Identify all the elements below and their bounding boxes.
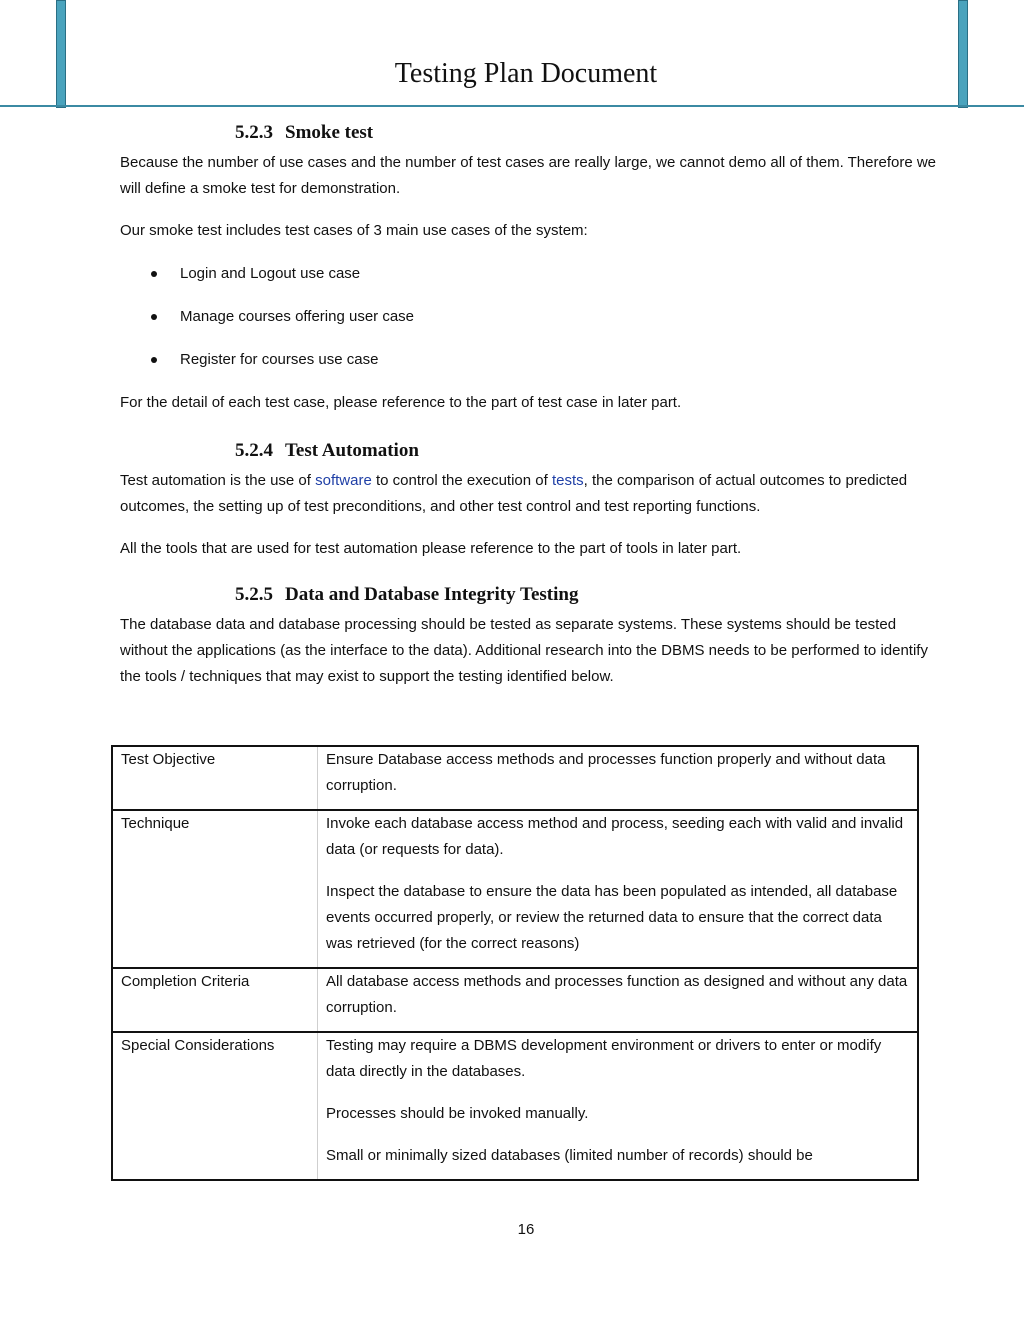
list-item — [120, 347, 936, 390]
cell-paragraph: Processes should be invoked manually. — [326, 1105, 589, 1122]
text-run: , the comparison of actual outcomes to predicted outcomes, the setting up of test preconditions, and other test control and test reporting functions. — [120, 472, 908, 515]
list-item-text: Login and Logout use case — [180, 265, 361, 282]
section-number: 5.2.5 — [235, 584, 273, 605]
table-cell-value — [318, 810, 919, 968]
paragraph: All the tools that are used for test automation please reference to the part of tools in later part. — [120, 540, 742, 557]
table-row — [112, 746, 918, 810]
list-item — [120, 304, 936, 347]
list-item-text: Register for courses use case — [180, 351, 379, 368]
cell-paragraph: Inspect the database to ensure the data has been populated as intended, all database events occurred properly, or review the returned data to ensure that the correct data was retrieved (for the correct reasons) — [326, 883, 898, 952]
page-content — [120, 118, 936, 690]
document-title: Testing Plan Document — [394, 58, 658, 89]
test-spec-table — [111, 745, 919, 1181]
table-cell-label: Completion Criteria — [112, 968, 318, 1032]
text-run: Test automation is the use of — [120, 472, 316, 489]
table-row — [112, 968, 918, 1032]
section-heading-smoke-test — [120, 118, 936, 148]
table-cell-label: Special Considerations — [112, 1032, 318, 1180]
table-cell-value — [318, 1032, 919, 1180]
list-item — [120, 261, 936, 304]
section-title: Smoke test — [285, 122, 374, 143]
section-heading-database-integrity — [120, 580, 936, 610]
table-cell-label: Test Objective — [112, 746, 318, 810]
paragraph: The database data and database processing should be tested as separate systems. These systems should be tested without the applications (as the interface to the data). Additional research into the DBMS needs to be performed to identify the tools / techniques that may exist to support the testing identified below. — [120, 616, 928, 685]
table-cell-label: Technique — [112, 810, 318, 968]
page-number: 16 — [517, 1221, 535, 1238]
bullet-icon — [151, 357, 157, 363]
table-cell-value — [318, 746, 919, 810]
bullet-list — [120, 261, 936, 390]
paragraph — [120, 468, 936, 520]
section-number: 5.2.3 — [235, 122, 273, 143]
paragraph: Because the number of use cases and the number of test cases are really large, we cannot demo all of them. Therefore we will define a smoke test for demonstration. — [120, 154, 937, 197]
header-right-bar — [958, 0, 968, 108]
section-title: Data and Database Integrity Testing — [285, 584, 579, 605]
list-item-text: Manage courses offering user case — [180, 308, 415, 325]
cell-paragraph: Testing may require a DBMS development environment or drivers to enter or modify data directly in the databases. — [326, 1037, 882, 1080]
paragraph: For the detail of each test case, please reference to the part of test case in later part. — [120, 394, 682, 411]
header-rule — [0, 105, 1024, 107]
paragraph: Our smoke test includes test cases of 3 main use cases of the system: — [120, 222, 588, 239]
tests-link[interactable]: tests — [551, 472, 584, 489]
text-run: to control the execution of — [371, 472, 552, 489]
cell-paragraph: Invoke each database access method and process, seeding each with valid and invalid data (or requests for data). — [326, 815, 904, 858]
section-number: 5.2.4 — [235, 440, 273, 461]
cell-paragraph: Small or minimally sized databases (limited number of records) should be — [326, 1147, 813, 1164]
bullet-icon — [151, 314, 157, 320]
section-title: Test Automation — [285, 440, 419, 461]
table-cell-value — [318, 968, 919, 1032]
section-heading-test-automation — [120, 436, 936, 466]
header-left-bar — [56, 0, 66, 108]
cell-paragraph: All database access methods and processes function as designed and without any data corruption. — [326, 973, 908, 1016]
bullet-icon — [151, 271, 157, 277]
table-row — [112, 810, 918, 968]
cell-paragraph: Ensure Database access methods and processes function properly and without data corruption. — [326, 751, 886, 794]
table-row — [112, 1032, 918, 1180]
software-link[interactable]: software — [315, 472, 372, 489]
